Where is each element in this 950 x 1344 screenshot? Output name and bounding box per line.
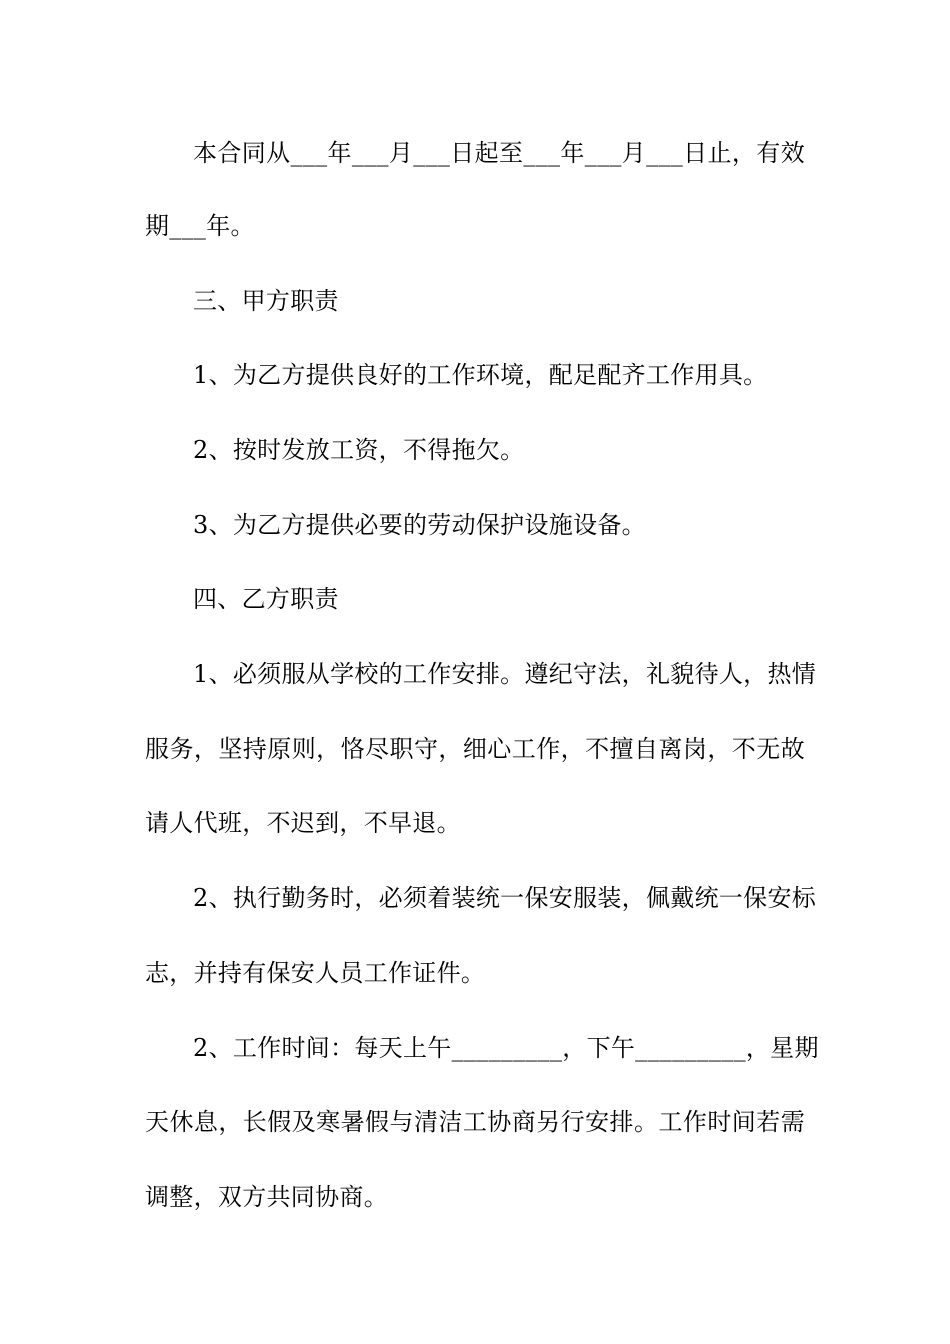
contract-term-line-1: 本合同从___年___月___日起至___年___月___日止，有效	[193, 139, 805, 167]
section-heading-party-a: 三、甲方职责	[193, 287, 339, 315]
contract-term-line-2: 期___年。	[145, 212, 255, 240]
work-hours-line-1: 2、工作时间：每天上午_________，下午_________，星期	[193, 1034, 819, 1062]
work-hours-line-2: 天休息，长假及寒暑假与清洁工协商另行安排。工作时间若需	[145, 1108, 805, 1136]
party-b-duty-1-line-2: 服务，坚持原则，恪尽职守，细心工作，不擅自离岗，不无故	[145, 735, 805, 763]
party-a-duty-3: 3、为乙方提供必要的劳动保护设施设备。	[193, 511, 646, 539]
section-heading-party-b: 四、乙方职责	[193, 585, 339, 613]
party-b-duty-2-line-2: 志，并持有保安人员工作证件。	[145, 959, 486, 987]
work-hours-line-3: 调整，双方共同协商。	[145, 1183, 388, 1211]
party-a-duty-2: 2、按时发放工资，不得拖欠。	[193, 436, 525, 464]
party-a-duty-1: 1、为乙方提供良好的工作环境，配足配齐工作用具。	[193, 361, 768, 389]
party-b-duty-1-line-3: 请人代班，不迟到，不早退。	[145, 809, 461, 837]
party-b-duty-2-line-1: 2、执行勤务时，必须着装统一保安服装，佩戴统一保安标	[193, 884, 817, 912]
party-b-duty-1-line-1: 1、必须服从学校的工作安排。遵纪守法，礼貌待人，热情	[193, 660, 817, 688]
